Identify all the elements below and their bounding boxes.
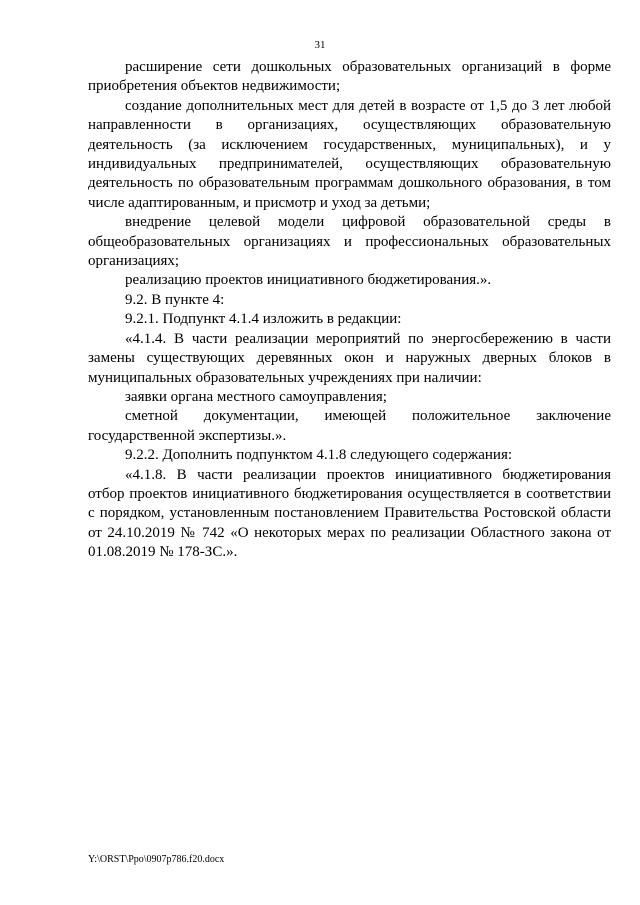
paragraph: «4.1.8. В части реализации проектов инициативного бюджетирования отбор проектов инициативного бюджетирования осуществляется в соответствии с порядком, установленным постановлением Правительства Ростовской области от 24.10.2019 № 742 «О некоторых мерах по реализации Областного закона от 01.08.2019 № 178-ЗС.». — [88, 466, 611, 561]
paragraph: внедрение целевой модели цифровой образовательной среды в общеобразовательных организациях и профессиональных образовательных организациях; — [88, 214, 611, 270]
paragraph: 9.2.2. Дополнить подпунктом 4.1.8 следующего содержания: — [125, 447, 513, 464]
paragraph: реализацию проектов инициативного бюджетирования.». — [125, 272, 492, 289]
paragraph: «4.1.4. В части реализации мероприятий по энергосбережению в части замены существующих деревянных окон и наружных дверных блоков в муниципальных образовательных учреждениях при наличии: — [88, 330, 611, 386]
paragraph: расширение сети дошкольных образовательных организаций в форме приобретения объектов недвижимости; — [88, 59, 611, 95]
page-number: 31 — [314, 39, 326, 51]
paragraph: 9.2. В пункте 4: — [125, 291, 225, 308]
file-path-footer: Y:\ORST\Ppo\0907p786.f20.docx — [88, 854, 225, 865]
paragraph: сметной документации, имеющей положительное заключение государственной экспертизы.». — [88, 408, 611, 444]
paragraph: заявки органа местного самоуправления; — [125, 388, 387, 405]
document-body — [88, 58, 611, 563]
paragraph: 9.2.1. Подпункт 4.1.4 изложить в редакции: — [125, 311, 402, 328]
paragraph: создание дополнительных мест для детей в возрасте от 1,5 до 3 лет любой направленности в организациях, осуществляющих образовательную деятельность (за исключением государственных, муниципальных), и у индивидуальных предпринимателей, осуществляющих образовательную деятельность по образовательным программам дошкольного образования, в том числе адаптированным, и присмотр и уход за детьми; — [88, 97, 611, 211]
